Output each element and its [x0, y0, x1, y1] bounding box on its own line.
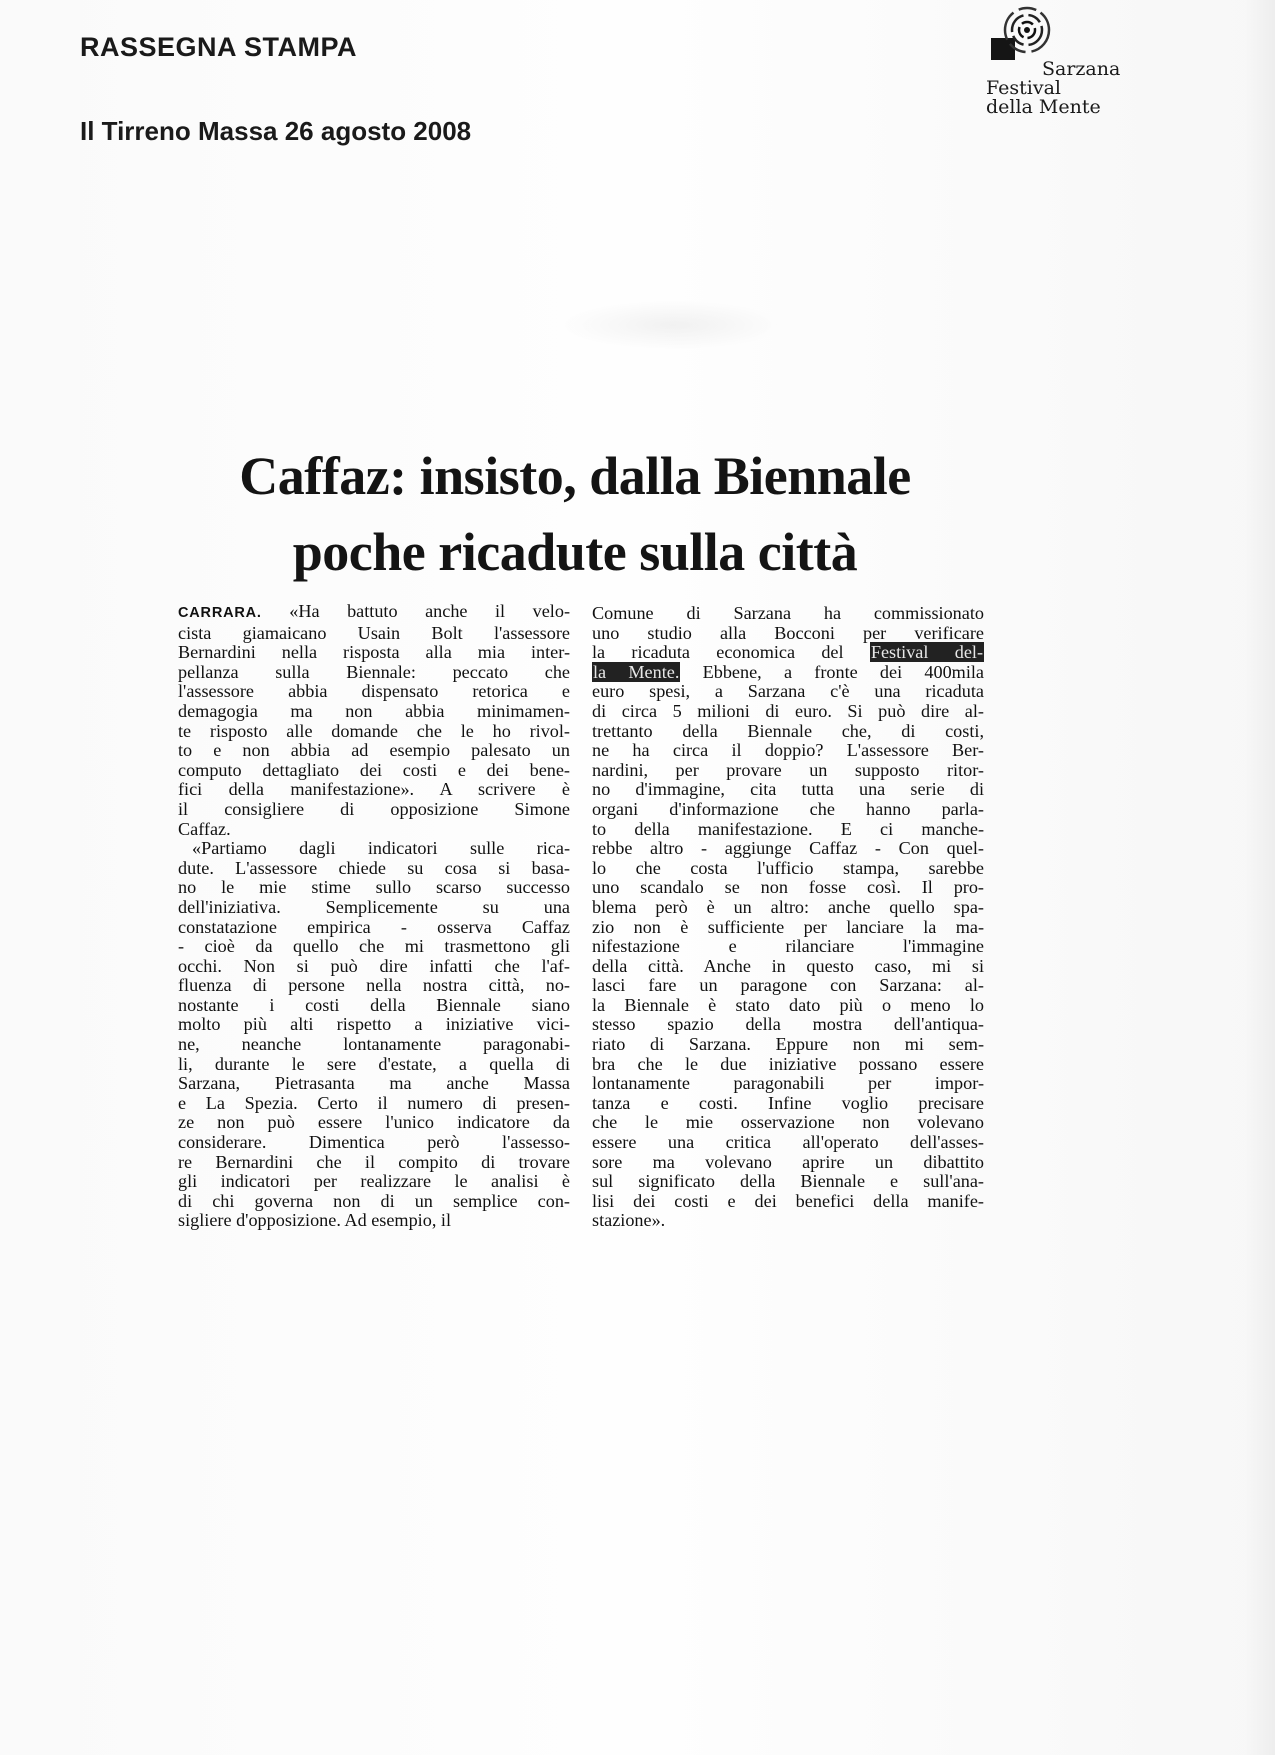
article-line: sul significato della Biennale e sull'ana- [592, 1171, 984, 1192]
article-line: nifestazione e rilanciare l'immagine [592, 936, 984, 957]
article-line: ze non può essere l'unico indicatore da [178, 1112, 570, 1133]
article-line: cista giamaicano Usain Bolt l'assessore [178, 622, 570, 643]
article-column-right [592, 604, 984, 1231]
article-line: l'assessore abbia dispensato retorica e [178, 681, 570, 702]
article-right-rest [592, 682, 984, 1231]
article-line: uno studio alla Bocconi per verificare [592, 622, 984, 643]
article-line: euro spesi, a Sarzana c'è una ricaduta [592, 681, 984, 702]
header-source: Il Tirreno Massa 26 agosto 2008 [80, 116, 472, 146]
article-line: ne ha circa il doppio? L'assessore Ber- [592, 740, 984, 761]
article-line: Comune di Sarzana ha commissionato [592, 603, 984, 623]
article-line: stesso spazio della mostra dell'antiqua- [592, 1014, 984, 1035]
article-line: pellanza sulla Biennale: peccato che [178, 661, 570, 682]
article-line: tanza e costi. Infine voglio precisare [592, 1092, 984, 1113]
article-line: lasci fare un paragone con Sarzana: al- [592, 975, 984, 996]
article-line [592, 663, 984, 683]
article-line: li, durante le sere d'estate, a quella di [178, 1053, 570, 1074]
headline-line-1: Caffaz: insisto, dalla Biennale [239, 446, 911, 506]
article-line: dute. L'assessore chiede su cosa si basa- [178, 857, 570, 878]
article-line: sigliere d'opposizione. Ad esempio, il [178, 1210, 452, 1231]
article-text: Ebbene, a fronte dei 400mila [680, 661, 984, 682]
festival-highlight: la Mente. [593, 661, 680, 682]
article-line: fluenza di persone nella nostra città, no- [178, 975, 570, 996]
article-line: «Partiamo dagli indicatori sulle rica- [192, 838, 570, 859]
logo-line-festival: Festival [986, 77, 1061, 99]
article-headline [150, 438, 1000, 590]
festival-logo [985, 4, 1135, 134]
article-line: te risposto alle domande che le ho rivol- [178, 720, 570, 741]
article-line: - cioè da quello che mi trasmettono gli [178, 936, 570, 957]
article-line: essere una critica all'operato dell'asses- [592, 1132, 984, 1153]
article-column-left [178, 602, 570, 1231]
logo-line-della-mente: della Mente [986, 96, 1101, 118]
article-line: ne, neanche lontanamente paragonabi- [178, 1034, 570, 1055]
article-text: la ricaduta economica del [592, 642, 870, 663]
article-line: organi d'informazione che hanno parla- [592, 798, 984, 819]
article-line: stazione». [592, 1210, 666, 1231]
article-line: considerare. Dimentica però l'assesso- [178, 1132, 570, 1153]
article-line: Bernardini nella risposta alla mia inter- [178, 642, 570, 663]
article-line: computo dettagliato dei costi e dei bene- [178, 759, 570, 780]
header-title: RASSEGNA STAMPA [80, 32, 358, 62]
scan-edge-shadow [1245, 0, 1275, 1755]
article-line: demagogia ma non abbia minimamen- [178, 700, 570, 721]
article-line: lo che costa l'ufficio stampa, sarebbe [592, 857, 984, 878]
logo-wordmark [986, 60, 1120, 117]
article-line: lisi dei costi e dei benefici della manife- [592, 1190, 984, 1211]
article-line: riato di Sarzana. Eppure non mi sem- [592, 1034, 984, 1055]
article-line: trettanto della Biennale che, di costi, [592, 720, 984, 741]
article-line: to della manifestazione. E ci manche- [592, 818, 984, 839]
article-line: il consigliere di opposizione Simone [178, 798, 570, 819]
faint-bleed-through [560, 300, 785, 350]
article-line: constatazione empirica - osserva Caffaz [178, 916, 570, 937]
article-line: dell'iniziativa. Semplicemente su una [178, 896, 570, 917]
article-line: blema però è un altro: anche quello spa- [592, 896, 984, 917]
article-line: Sarzana, Pietrasanta ma anche Massa [178, 1073, 570, 1094]
logo-line-sarzana: Sarzana [1042, 58, 1121, 80]
article-line: fici della manifestazione». A scrivere è [178, 779, 570, 800]
headline-line-2: poche ricadute sulla città [292, 522, 858, 582]
article-line: e La Spezia. Certo il numero di presen- [178, 1092, 570, 1113]
article-text: «Ha battuto anche il velo- [289, 601, 570, 621]
article-line: della città. Anche in questo caso, mi si [592, 955, 984, 976]
article-line: molto più alti rispetto a iniziative vici- [178, 1014, 570, 1035]
article-line: di circa 5 milioni di euro. Si può dire al- [592, 700, 984, 721]
festival-highlight: Festival del- [870, 642, 983, 663]
article-line: lontanamente paragonabili per impor- [592, 1073, 984, 1094]
article-line: sore ma volevano aprire un dibattito [592, 1151, 984, 1172]
article-line: di chi governa non di un semplice con- [178, 1190, 570, 1211]
article-line: uno scandalo se non fosse così. Il pro- [592, 877, 984, 898]
article-line: gli indicatori per realizzare le analisi è [178, 1171, 570, 1192]
article-line: Caffaz. [178, 818, 231, 839]
article-line: no le mie stime sullo scarso successo [178, 877, 570, 898]
article-line [592, 643, 984, 663]
article-line: nardini, per provare un supposto ritor- [592, 759, 984, 780]
article-line: nostante i costi della Biennale siano [178, 994, 570, 1015]
article-line: bra che le due iniziative possano essere [592, 1053, 984, 1074]
article-line: no d'immagine, cita tutta una serie di [592, 779, 984, 800]
article-line [178, 602, 570, 624]
article-line: la Biennale è stato dato più o meno lo [592, 994, 984, 1015]
article-line: rebbe altro - aggiunge Caffaz - Con quel- [592, 838, 984, 859]
article-line: zio non è sufficiente per lanciare la ma- [592, 916, 984, 937]
dateline: CARRARA. [178, 605, 262, 621]
article-line: occhi. Non si può dire infatti che l'af- [178, 955, 570, 976]
article-line: che le mie osservazione non volevano [592, 1112, 984, 1133]
article-line: to e non abbia ad esempio palesato un [178, 740, 570, 761]
article-line: re Bernardini che il compito di trovare [178, 1151, 570, 1172]
